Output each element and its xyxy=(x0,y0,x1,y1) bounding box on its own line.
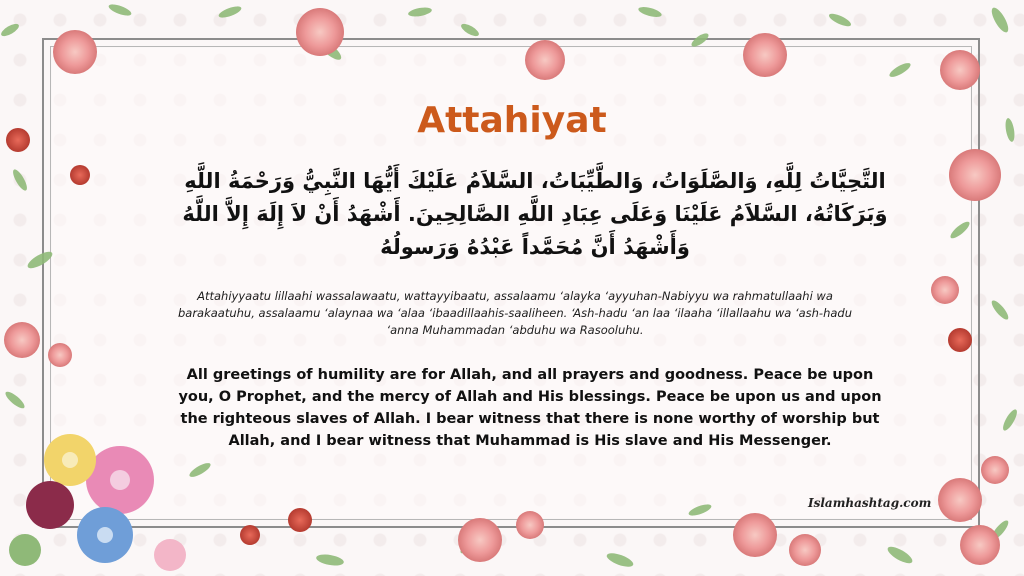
bouquet-icon xyxy=(9,434,186,571)
transliteration-text: Attahiyyaatu lillaahi wassalawaatu, wattayyibaatu, assalaamu ‘alayka ‘ayyuhan-Nabiyyu wa rahmatullaahi wa barakaatuhu, assalaamu ‘alaynaa wa ‘alaa ‘ibaadillaahis-saaliheen. ‘Ash-hadu ‘an laa ‘ilaaha ‘illallaahu wa ‘ash-hadu ‘anna Muhammadan ‘abduhu wa Rasooluhu. xyxy=(177,289,853,337)
page-title: Attahiyat xyxy=(417,100,607,141)
translation-text: All greetings of humility are for Allah, and all prayers and goodness. Peace be upon you, O Prophet, and the mercy of Allah and His blessings. Peace be upon us and upon the righteous slaves of Allah. I bear witness that there is none worthy of worship but Allah, and I bear witness that Muhammad is His slave and His Messenger. xyxy=(178,367,882,449)
rose-icon xyxy=(4,8,1009,566)
watermark: Islamhashtag.com xyxy=(808,496,932,510)
arabic-text: التَّحِيَّاتُ لِلَّهِ، وَالصَّلَوَاتُ، وَالطَّيِّبَاتُ، السَّلاَمُ عَلَيْكَ أَيُّهَا النَّبِيُّ وَرَحْمَةُ اللَّهِ وَبَرَكَاتُهُ، السَّلاَمُ عَلَيْنَا وَعَلَى عِبَادِ اللَّهِ الصَّالِحِينَ. أَشْهَدُ أَنْ لاَ إِلَهَ إِلاَّ اللَّهُ وَأَشْهَدُ أَنَّ مُحَمَّداً عَبْدُهُ وَرَسولُهُ xyxy=(182,169,888,259)
